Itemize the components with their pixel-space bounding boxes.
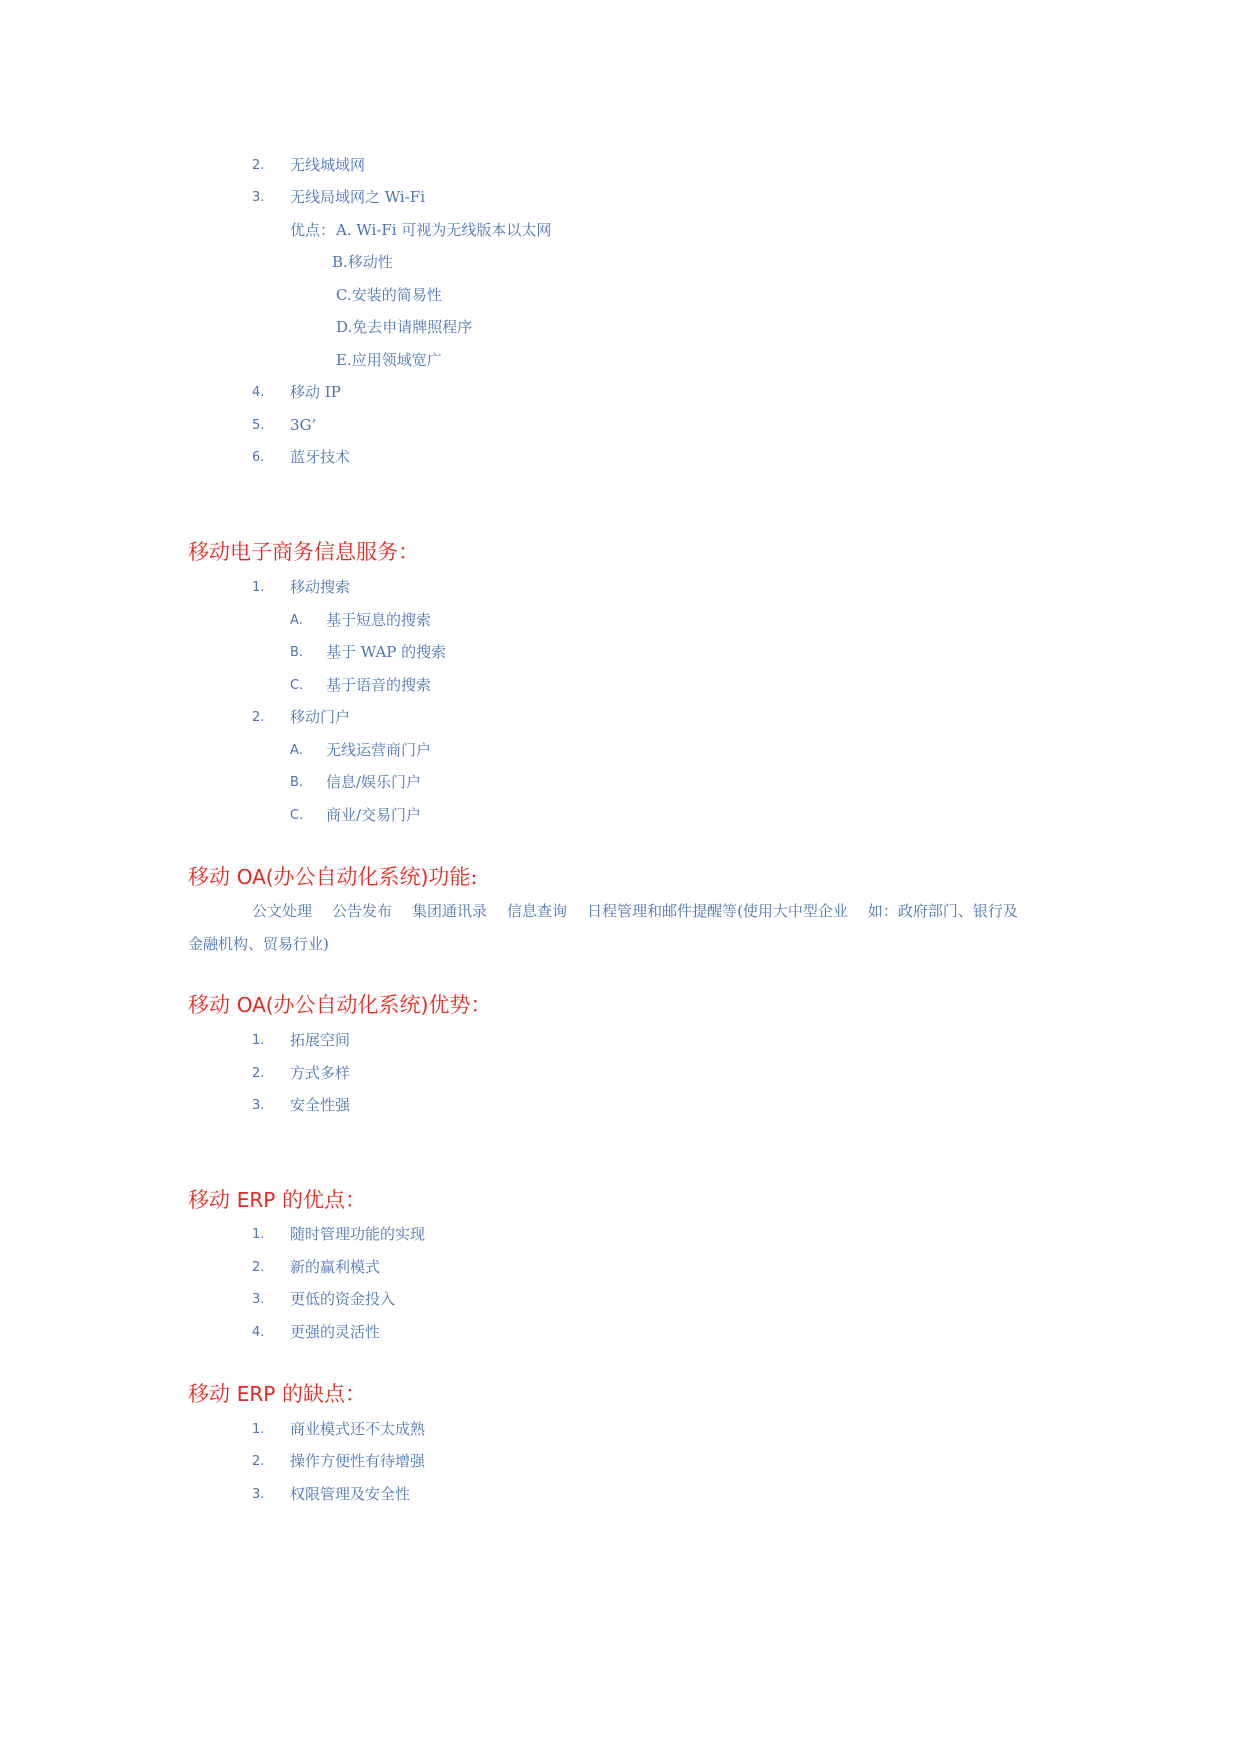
function-item: 公文处理 xyxy=(252,902,313,920)
list-number: 3. xyxy=(252,1487,265,1502)
heading-part: 移动 xyxy=(188,993,237,1017)
sub-list-item: 信息/娱乐门户 xyxy=(326,773,422,791)
list-number: 3. xyxy=(252,1292,265,1307)
function-item: 信息查询 xyxy=(507,902,568,920)
function-item: 如：政府部门、银行及 xyxy=(867,902,1018,920)
heading-part: ERP xyxy=(236,1188,276,1212)
sub-list-item: 无线运营商门户 xyxy=(326,741,432,759)
list-item: 移动搜索 xyxy=(290,578,351,596)
list-number: 1. xyxy=(252,580,265,595)
oa-function-line xyxy=(252,901,1018,921)
advantage-item: B.移动性 xyxy=(332,253,393,271)
heading-part: ERP xyxy=(236,1382,276,1406)
list-number: 3. xyxy=(252,190,265,205)
heading-part: OA( xyxy=(236,993,274,1017)
advantage-item: C.安装的简易性 xyxy=(336,286,442,304)
list-number: 2. xyxy=(252,158,265,173)
list-number: 1. xyxy=(252,1227,265,1242)
section-heading-erp-cons xyxy=(188,1380,366,1408)
list-item: 拓展空间 xyxy=(290,1031,351,1049)
list-number: 2. xyxy=(252,1260,265,1275)
list-number: 3. xyxy=(252,1098,265,1113)
section-heading-oa-function xyxy=(188,863,477,891)
list-number: 4. xyxy=(252,385,265,400)
list-item: 3G’ xyxy=(290,416,317,434)
function-item: 集团通讯录 xyxy=(412,902,488,920)
heading-part: 办公自动化系统 xyxy=(273,993,421,1017)
section-heading-info-service: 移动电子商务信息服务： xyxy=(188,540,419,564)
section-heading-erp-pros xyxy=(188,1186,366,1214)
list-number: 6. xyxy=(252,450,265,465)
heading-part: ) xyxy=(420,993,429,1017)
sub-list-letter: B. xyxy=(290,775,304,790)
list-item: 移动 IP xyxy=(290,383,341,401)
heading-part: 优势： xyxy=(428,993,492,1017)
sub-list-letter: C. xyxy=(290,678,304,693)
sub-list-letter: A. xyxy=(290,743,303,758)
list-item: 安全性强 xyxy=(290,1096,351,1114)
sub-list-item: 基于 WAP 的搜索 xyxy=(326,643,447,661)
sub-list-letter: C. xyxy=(290,808,304,823)
heading-part: 的优点： xyxy=(275,1188,366,1212)
advantages-label: 优点： xyxy=(290,221,336,239)
list-item: 蓝牙技术 xyxy=(290,448,351,466)
sub-list-item: 基于短息的搜索 xyxy=(326,611,432,629)
advantage-item: A. Wi-Fi 可视为无线版本以太网 xyxy=(336,221,552,239)
heading-part: 办公自动化系统 xyxy=(273,865,421,889)
heading-part: 移动 xyxy=(188,1188,237,1212)
list-item: 新的赢利模式 xyxy=(290,1258,381,1276)
function-item: 日程管理和邮件提醒等(使用大中型企业 xyxy=(587,902,848,920)
heading-part: ) xyxy=(420,865,429,889)
list-item: 更低的资金投入 xyxy=(290,1290,396,1308)
list-item: 更强的灵活性 xyxy=(290,1323,381,1341)
sub-list-item: 基于语音的搜索 xyxy=(326,676,432,694)
list-item: 商业模式还不太成熟 xyxy=(290,1420,426,1438)
list-item: 操作方便性有待增强 xyxy=(290,1452,426,1470)
list-number: 1. xyxy=(252,1033,265,1048)
list-number: 5. xyxy=(252,418,265,433)
list-number: 2. xyxy=(252,1454,265,1469)
list-number: 2. xyxy=(252,710,265,725)
list-number: 1. xyxy=(252,1422,265,1437)
heading-part: 移动 xyxy=(188,1382,237,1406)
list-item: 无线局域网之 Wi-Fi xyxy=(290,188,425,206)
heading-part: OA( xyxy=(236,865,274,889)
list-item: 无线城域网 xyxy=(290,156,366,174)
heading-part: 的缺点： xyxy=(275,1382,366,1406)
list-item: 移动门户 xyxy=(290,708,351,726)
advantage-item: D.免去申请牌照程序 xyxy=(336,318,473,336)
oa-function-line-continued: 金融机构、贸易行业) xyxy=(188,935,329,953)
function-item: 公告发布 xyxy=(332,902,393,920)
list-item: 随时管理功能的实现 xyxy=(290,1225,426,1243)
advantage-item: E.应用领域宽广 xyxy=(336,351,442,369)
list-item: 权限管理及安全性 xyxy=(290,1485,411,1503)
sub-list-letter: A. xyxy=(290,613,303,628)
sub-list-letter: B. xyxy=(290,645,304,660)
list-item: 方式多样 xyxy=(290,1064,351,1082)
sub-list-item: 商业/交易门户 xyxy=(326,806,422,824)
list-number: 4. xyxy=(252,1325,265,1340)
heading-part: 移动 xyxy=(188,865,237,889)
heading-part: 功能: xyxy=(428,865,478,889)
list-number: 2. xyxy=(252,1066,265,1081)
section-heading-oa-advantage xyxy=(188,991,491,1019)
